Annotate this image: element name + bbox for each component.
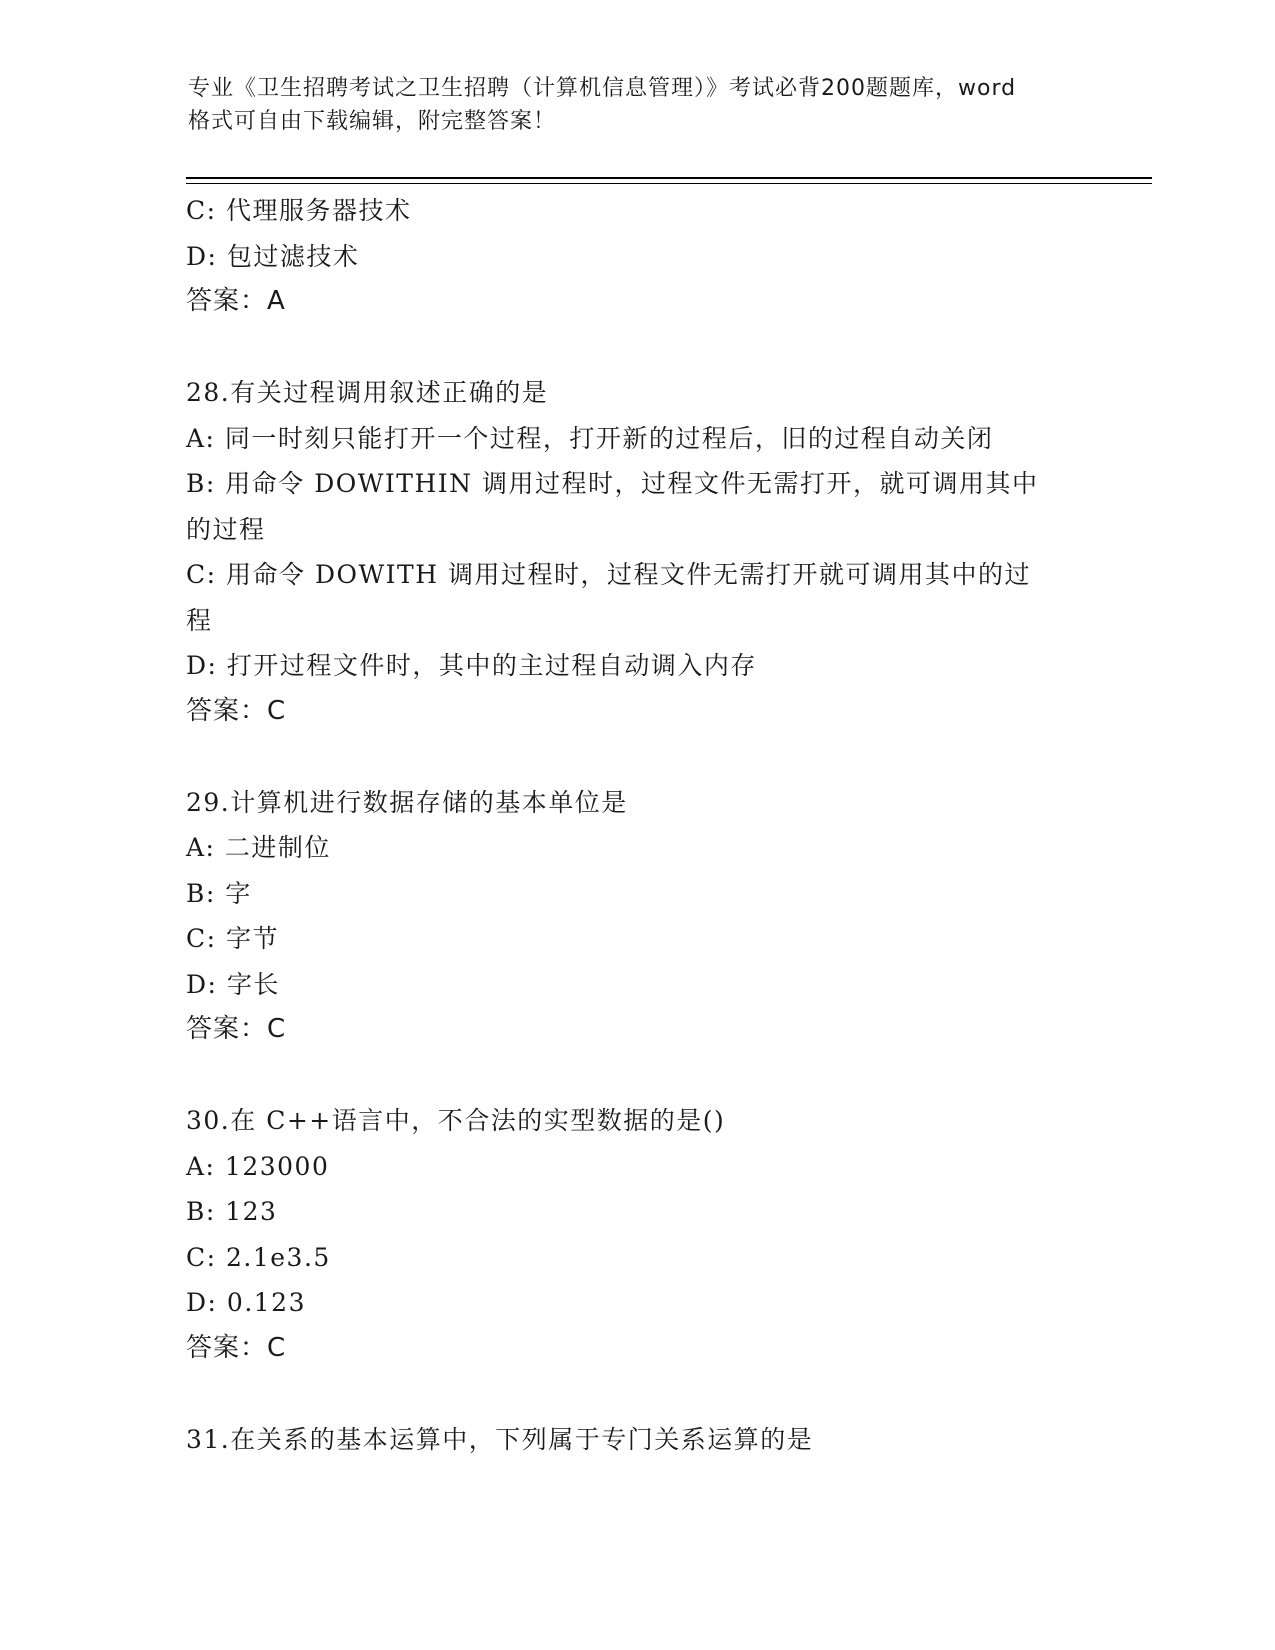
question-text: 28.有关过程调用叙述正确的是 xyxy=(186,378,549,407)
question-text: 29.计算机进行数据存储的基本单位是 xyxy=(186,787,628,817)
option-b: B: 用命令 DOWITHIN 调用过程时，过程文件无需打开，就可调用其中的过程 xyxy=(186,469,1039,544)
question-block-27 xyxy=(186,188,1086,325)
header-title-line1: 专业《卫生招聘考试之卫生招聘（计算机信息管理）》考试必背200题题库，word xyxy=(188,76,1017,101)
answer-label: 答案：C xyxy=(186,695,287,726)
option-a: A: 同一时刻只能打开一个过程，打开新的过程后，旧的过程自动关闭 xyxy=(186,423,994,453)
spacer xyxy=(186,1371,1086,1417)
answer-label: 答案：C xyxy=(186,1332,287,1363)
answer-label: 答案：C xyxy=(186,1014,287,1044)
question-list xyxy=(186,188,1086,1462)
spacer xyxy=(186,1053,1086,1099)
option-c: C: 用命令 DOWITH 调用过程时，过程文件无需打开就可调用其中的过程 xyxy=(186,560,1031,635)
option-b: B: 字 xyxy=(186,878,252,908)
option-d: D: 字长 xyxy=(186,969,280,999)
question-block-29 xyxy=(186,780,1086,1053)
option-a: A: 123000 xyxy=(186,1151,330,1181)
option-d: D: 0.123 xyxy=(186,1288,306,1317)
header-rule-thick xyxy=(186,177,1152,179)
question-block-28 xyxy=(186,370,1086,734)
header-rule-thin xyxy=(186,183,1152,184)
question-block-30 xyxy=(186,1098,1086,1371)
answer-label: 答案：A xyxy=(186,286,286,316)
option-a: A: 二进制位 xyxy=(186,833,331,862)
question-text: 31.在关系的基本运算中，下列属于专门关系运算的是 xyxy=(186,1424,814,1454)
option-b: B: 123 xyxy=(186,1197,278,1226)
header-title-line2: 格式可自由下载编辑，附完整答案！ xyxy=(188,109,557,134)
option-c: C: 2.1e3.5 xyxy=(186,1242,331,1272)
option-c: C: 代理服务器技术 xyxy=(186,196,412,225)
option-d: D: 打开过程文件时，其中的主过程自动调入内存 xyxy=(186,651,757,680)
question-block-31 xyxy=(186,1417,1086,1463)
option-d: D: 包过滤技术 xyxy=(186,241,360,271)
document-header xyxy=(188,72,1088,138)
spacer xyxy=(186,734,1086,780)
spacer xyxy=(186,325,1086,371)
option-c: C: 字节 xyxy=(186,924,279,953)
question-text: 30.在 C++语言中，不合法的实型数据的是() xyxy=(186,1106,726,1135)
